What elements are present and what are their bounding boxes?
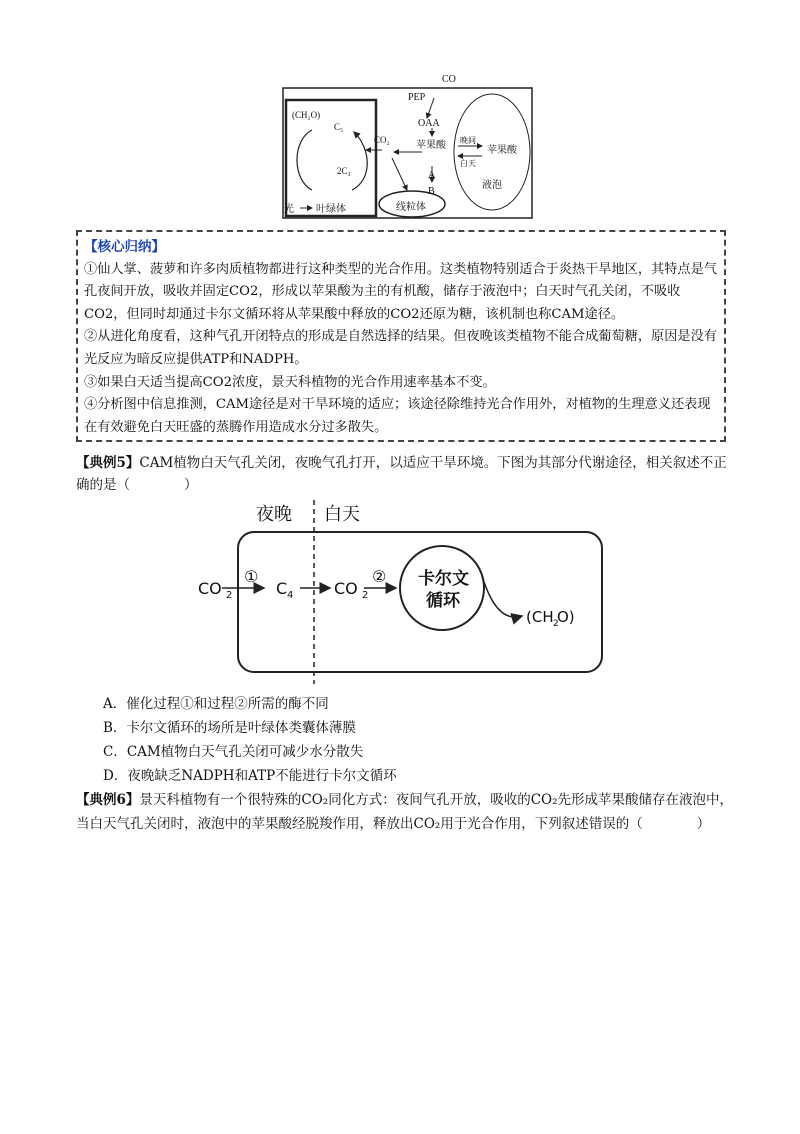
summary-point-1: ①仙人掌、菠萝和许多肉质植物都进行这种类型的光合作用。这类植物特别适合于炎热干旱地区，其特点是气孔夜间开放，吸收并固定CO2，形成以苹果酸为主的有机酸，储存于液泡中；白天时气孔关闭，不吸收CO2，但同时却通过卡尔文循环将从苹果酸中释放的CO2还原为糖，该机制也称CAM途径。 [84, 261, 717, 322]
calvin-cycle-label-1: 卡尔文 [418, 569, 469, 589]
day-arrow-label: 白天 [460, 159, 476, 168]
co2-left-subscript: 2 [226, 590, 233, 601]
pep-label: PEP [408, 92, 426, 103]
b-label: B [428, 186, 435, 197]
summary-point-2: ②从进化角度看，这种气孔开闭特点的形成是自然选择的结果。但夜晚该类植物不能合成葡萄糖，原因是没有光反应为暗反应提供ATP和NADPH。 [84, 329, 717, 367]
co2-right-label: CO [334, 579, 358, 598]
cam-night-day-diagram [190, 496, 610, 686]
product-subscript: 2 [553, 619, 559, 629]
co2-mid-label: CO₂ [374, 135, 390, 145]
product-label-end: O) [557, 608, 575, 626]
co2-right-subscript: 2 [362, 590, 369, 601]
cam-pathway-diagram [282, 70, 534, 220]
mitochondrion-label: 线粒体 [396, 202, 426, 213]
summary-heading: 【核心归纳】 [84, 239, 165, 255]
c4-label: C [276, 579, 288, 598]
c4-subscript: 4 [287, 590, 294, 601]
a-label: A [428, 170, 436, 181]
night-arrow-label: 晚间 [460, 136, 476, 145]
core-summary-box [76, 230, 726, 442]
chloroplast-label: 叶绿体 [316, 204, 346, 215]
day-label: 白天 [324, 504, 360, 525]
option-d[interactable]: D．夜晚缺乏NADPH和ATP不能进行卡尔文循环 [103, 768, 397, 784]
example-5-text: CAM植物白天气孔关闭，夜晚气孔打开，以适应干旱环境。下图为其部分代谢途径，相关叙述不正确的是（ ） [76, 455, 727, 493]
oaa-label: OAA [418, 118, 440, 129]
option-c[interactable]: C．CAM植物白天气孔关闭可减少水分散失 [103, 744, 364, 760]
co2-label: CO [442, 74, 456, 85]
summary-point-3: ③如果白天适当提高CO2浓度，景天科植物的光合作用速率基本不变。 [84, 374, 496, 390]
malate-left-label: 苹果酸 [416, 140, 446, 151]
vacuole-label: 液泡 [482, 180, 502, 191]
c5-label: C₅ [334, 122, 344, 132]
example-5-label: 【典例5】 [76, 455, 140, 471]
example-6-question [76, 788, 736, 836]
summary-point-4: ④分析图中信息推测，CAM途径是对干旱环境的适应；该途径除维持光合作用外，对植物的生理意义还表现在有效避免白天旺盛的蒸腾作用造成水分过多散失。 [84, 397, 711, 435]
example-6-text: 景天科植物有一个很特殊的CO₂同化方式：夜间气孔开放，吸收的CO₂先形成苹果酸储存在液泡中，当白天气孔关闭时，液泡中的苹果酸经脱羧作用，释放出CO₂用于光合作用，下列叙述错误的（ ） [76, 792, 734, 832]
example-5-question [76, 452, 736, 496]
step-2-label: ② [372, 567, 387, 586]
c3-label: 2C₃ [337, 166, 351, 176]
example-6-label: 【典例6】 [76, 792, 140, 808]
calvin-cycle-label-2: 循环 [426, 591, 460, 611]
night-label: 夜晚 [256, 504, 292, 525]
step-1-label: ① [244, 567, 259, 586]
product-label: (CH [526, 608, 554, 626]
option-b[interactable]: B．卡尔文循环的场所是叶绿体类囊体薄膜 [103, 720, 356, 736]
co2-left-label: CO [198, 579, 222, 598]
malate-right-label: 苹果酸 [487, 145, 517, 156]
ch2o-label: (CH₂O) [292, 110, 321, 120]
option-a[interactable]: A．催化过程①和过程②所需的酶不同 [103, 696, 329, 712]
light-label: 光 [284, 204, 294, 215]
